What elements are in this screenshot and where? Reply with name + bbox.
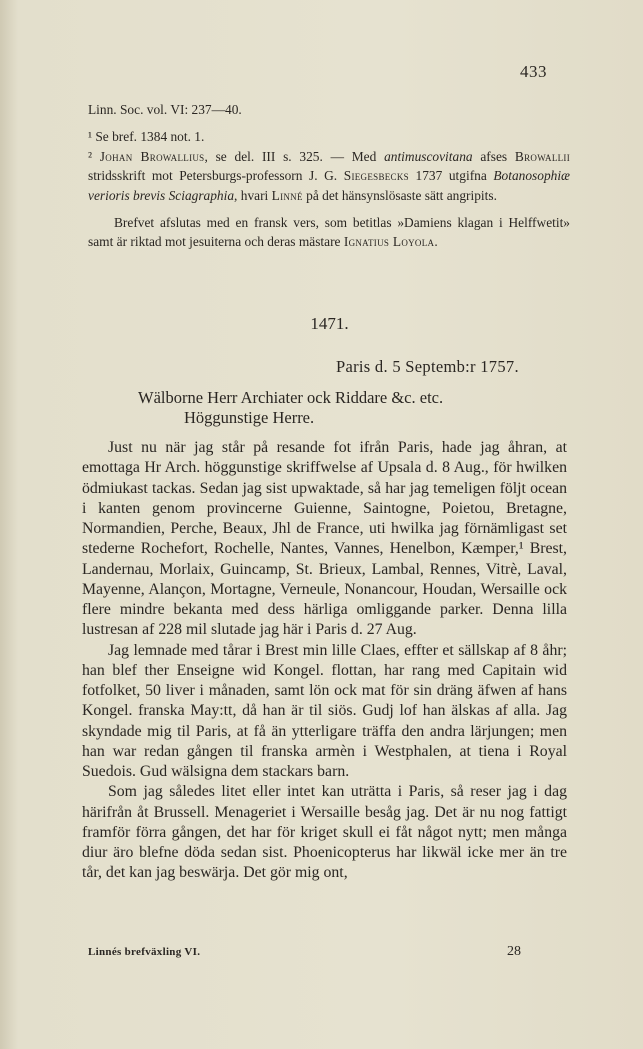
- footnote-2-marker: ²: [88, 148, 100, 164]
- footer-signature-number: 28: [507, 944, 521, 959]
- closing-note-text-1: Brefvet afslutas med en fransk vers, som betitlas »Damiens klagan i Helffwetit» samt är riktad mot jesuiterna och deras mästare: [88, 215, 570, 250]
- footnote-2-italic-antimuscovitana: antimuscovitana: [384, 148, 473, 164]
- footnote-2-name-browallius: Johan Browallius: [99, 148, 205, 164]
- closing-note-name: Ignatius Loyola: [343, 234, 435, 250]
- letter-body: [82, 438, 567, 884]
- closing-note: [88, 213, 570, 252]
- footnote-2-text-2: afses: [472, 148, 515, 164]
- footnote-2-italic-title: Botanosophiæ verioris brevis Sciagraphia: [88, 168, 570, 203]
- footnote-2-text-5: , hvari: [234, 187, 272, 203]
- page-number: 433: [520, 62, 547, 81]
- footnote-2-name-siegesbecks: Siegesbecks: [343, 168, 409, 184]
- salutation-line-1: Wälborne Herr Archiater ock Riddare &c. etc.: [138, 388, 444, 407]
- letter-paragraph-1: Just nu när jag står på resande fot ifrån Paris, hade jag åhran, at emottaga Hr Arch. höggunstige skriffwelse af Upsala d. 8 Aug., för hwilken ödmiukast tackas. Sedan jag sist upwaktade, så har jag temeligen följt ocean i kanten genom provincerne Guienne, Saintogne, Poietou, Bretagne, Normandien, Perche, Beaux, Jhl de France, uti hwilka jag förnämligast set stederne Rochefort, Rochelle, Nantes, Vannes, Henelbon, Kæmper,¹ Brest, Landernau, Morlaix, Guincamp, St. Brieux, Lambal, Rennes, Vitrè, Laval, Mayenne, Alançon, Mortagne, Verneule, Nonancour, Houdan, Wersaille ock flere mindre bekanta med dess härliga omliggande parker. Denna lilla lustresan af 228 mil slutade jag här i Paris d. 27 Aug.: [82, 439, 567, 639]
- letter-paragraph-3: Som jag således litet eller intet kan uträtta i Paris, så reser jag i dag härifrån åt Brussell. Menageriet i Wersaille besåg jag. Det är nu nog fattigt framför förra gången, det har för kriget skull ei fåt något nytt; men många diur äro blefne döda sedan sist. Phoenicopterus har likwäl icke mer än tre tår, det kan jag beswärja. Det gör mig ont,: [82, 783, 567, 882]
- footnotes-block: [88, 100, 570, 252]
- letter-paragraph-2: Jag lemnade med tårar i Brest min lille Claes, effter et sällskap af 8 åhr; han blef ther Enseigne wid Kongel. flottan, har rang med Capitain wid fotfolket, 50 liver i månaden, samt lön ock mat för sin dräng äfwen af hans Kongel. franska May:tt, då han är til siös. Gudj lof han älskas af alla. Jag skyndade mig til Paris, at få än ytterligare träffa den andra lärjungen; men han war redan gången til franska armèn i Westphalen, at tiena i Royal Suedois. Gud wälsigna dem stackars barn.: [82, 641, 567, 780]
- footnote-2-name-linne: Linné: [271, 187, 303, 203]
- footnote-1: ¹ Se bref. 1384 not. 1.: [88, 129, 205, 145]
- footer-volume-title: Linnés brefväxling VI.: [88, 946, 201, 958]
- footnote-2-text-3: stridsskrift mot Petersburgs-professorn J. G.: [88, 168, 344, 184]
- footnote-2-text-6: på det hänsynslösaste sätt angripits.: [302, 187, 497, 203]
- salutation-line-2: Höggunstige Herre.: [184, 408, 315, 427]
- footnote-2-text-1: , se del. III s. 325. — Med: [204, 148, 385, 164]
- letter-dateline: Paris d. 5 Septemb:r 1757.: [336, 357, 519, 376]
- letter-number: [0, 314, 643, 334]
- letter-salutation: [138, 388, 443, 428]
- footnote-2: [88, 147, 570, 205]
- footnote-2-text-4: 1737 utgifna: [408, 168, 494, 184]
- footnote-2-name-browallii: Browallii: [514, 148, 571, 164]
- letter-number-text: 1471.: [310, 314, 349, 333]
- closing-note-text-2: .: [434, 234, 438, 250]
- reference-line: Linn. Soc. vol. VI: 237—40.: [88, 102, 242, 117]
